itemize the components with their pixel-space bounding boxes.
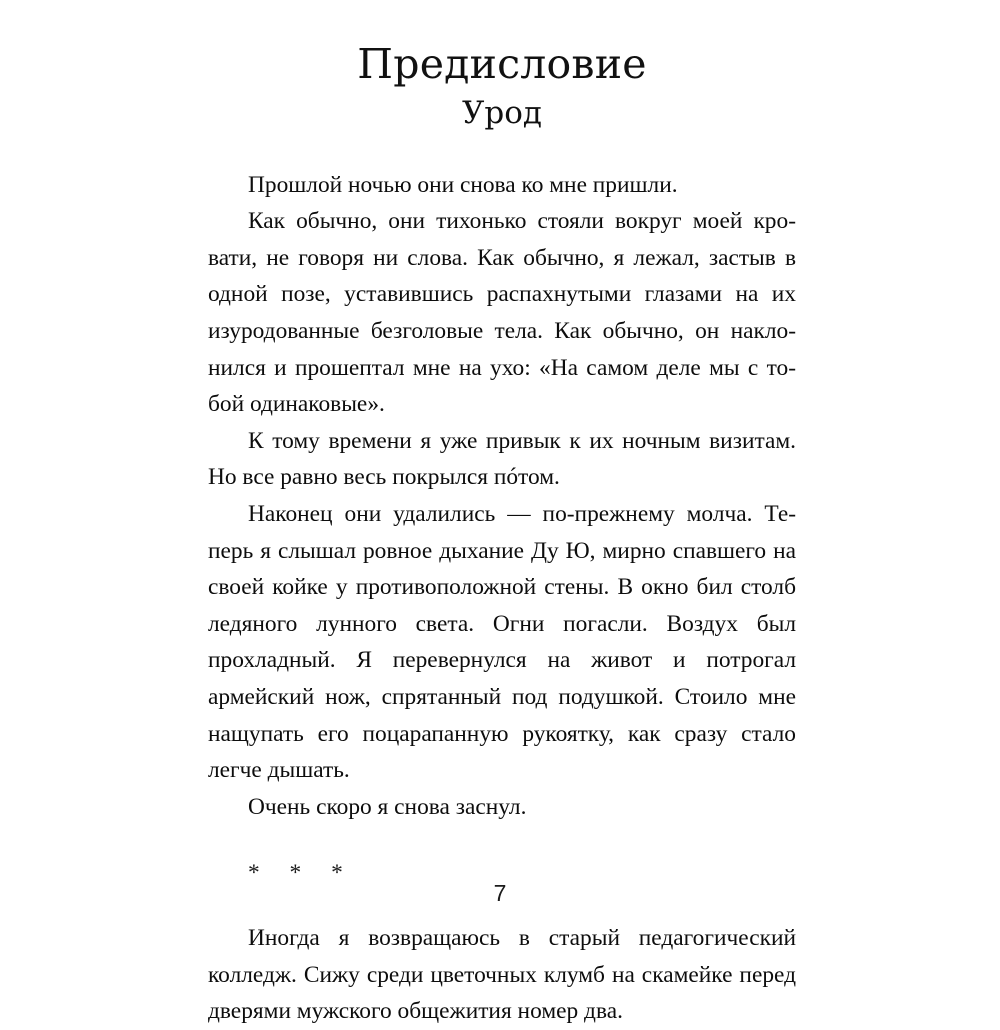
paragraph: К тому времени я уже привык к их ночным визитам. Но все равно весь покрылся пóтом. <box>208 427 796 491</box>
page-number: 7 <box>493 880 507 906</box>
paragraph: Как обычно, они тихонько стояли вокруг моей кровати, не говоря ни слова. Как обычно, я лежал, застыв в одной позе, уставившись распахнутыми глазами на их изуродованные безголовые тела. Как обычно, он наклонился и прошептал мне на ухо: «На самом деле мы с тобой одинаковые». <box>208 208 796 418</box>
paragraph: Прошлой ночью они снова ко мне пришли. <box>248 171 678 198</box>
text-column <box>208 0 796 1030</box>
paragraph: Наконец они удалились — по-прежнему молча. Теперь я слышал ровное дыхание Ду Ю, мирно спавшего на своей койке у противоположной стены. В окно бил столб ледяного лунного света. Огни погасли. Воздух был прохладный. Я перевернулся на живот и потрогал армейский нож, спрятанный под подушкой. Стоило мне нащупать его поцарапанную рукоятку, как сразу стало легче дышать. <box>208 500 796 784</box>
paragraph: Очень скоро я снова заснул. <box>248 793 527 820</box>
chapter-subtitle: Урод <box>462 94 542 131</box>
scene-break-divider: * * * <box>248 860 355 887</box>
chapter-title: Предисловие <box>357 40 647 88</box>
paragraph: Иногда я возвращаюсь в старый педагогический колледж. Сижу среди цветочных клумб на скамейке перед дверями мужского общежития номер два. <box>208 924 796 1025</box>
